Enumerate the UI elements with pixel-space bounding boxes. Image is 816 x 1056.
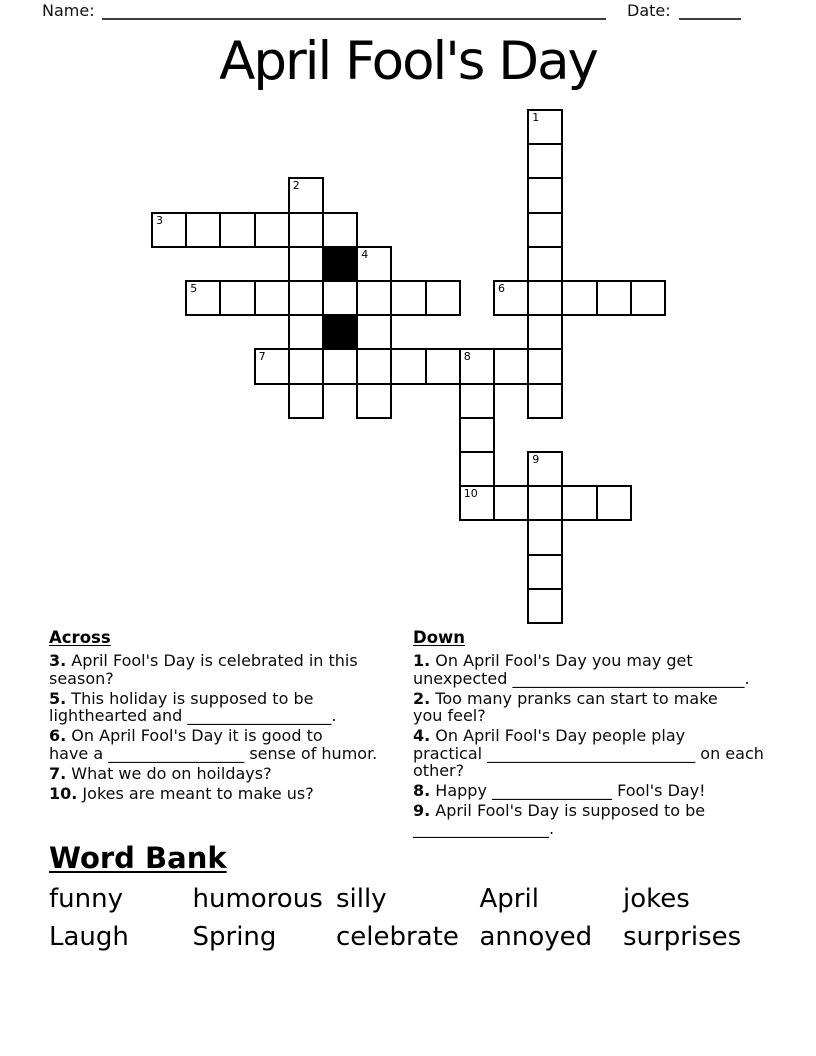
- clue-8: 8. Happy _______________ Fool's Day!: [413, 781, 706, 800]
- grid-cell[interactable]: [356, 348, 392, 384]
- black-cell: [322, 314, 358, 350]
- word-bank-row: [49, 918, 789, 956]
- grid-cell[interactable]: [459, 417, 495, 453]
- cell-number: 4: [361, 247, 369, 261]
- grid-cell[interactable]: [459, 451, 495, 487]
- clue-6: 6. On April Fool's Day it is good to have a _________________ sense of humor.: [49, 726, 378, 763]
- grid-cell[interactable]: [425, 280, 461, 316]
- cell-number: 7: [258, 350, 266, 364]
- grid-cell[interactable]: [527, 348, 563, 384]
- clue-2: 2. Too many pranks can start to make you feel?: [413, 688, 718, 725]
- word-bank-word: silly: [336, 884, 387, 914]
- grid-cell[interactable]: [527, 246, 563, 282]
- grid-cell[interactable]: [288, 314, 324, 350]
- grid-cell[interactable]: [185, 280, 221, 316]
- clue-number: 7.: [49, 763, 67, 783]
- grid-cell[interactable]: [493, 348, 529, 384]
- grid-cell[interactable]: [527, 383, 563, 419]
- crossword-grid: [151, 109, 667, 625]
- grid-cell[interactable]: [493, 280, 529, 316]
- word-bank-heading: Word Bank: [49, 841, 227, 875]
- grid-cell[interactable]: [459, 383, 495, 419]
- clue-number: 4.: [413, 726, 431, 745]
- grid-cell[interactable]: [493, 485, 529, 521]
- grid-cell[interactable]: [322, 348, 358, 384]
- grid-cell[interactable]: [527, 588, 563, 624]
- word-bank-row: [49, 880, 789, 918]
- clue-number: 2.: [413, 688, 431, 708]
- cell-number: 5: [190, 282, 198, 295]
- grid-cell[interactable]: [459, 485, 495, 521]
- grid-cell[interactable]: [596, 280, 632, 316]
- clue-number: 1.: [413, 651, 431, 670]
- clue-number: 5.: [49, 688, 67, 708]
- cell-number: 8: [463, 350, 471, 364]
- grid-cell[interactable]: [527, 451, 563, 487]
- grid-cell[interactable]: [254, 212, 290, 248]
- grid-cell[interactable]: [151, 212, 187, 248]
- grid-cell[interactable]: [527, 109, 563, 145]
- grid-cell[interactable]: [527, 519, 563, 555]
- word-bank-word: humorous: [192, 884, 323, 914]
- cell-number: 9: [532, 453, 540, 466]
- down-clue-list: [413, 652, 785, 837]
- clue-7: 7. What we do on hoildays?: [49, 763, 272, 783]
- word-bank: [49, 880, 789, 956]
- grid-cell[interactable]: [527, 485, 563, 521]
- grid-cell[interactable]: [356, 280, 392, 316]
- grid-cell[interactable]: [527, 280, 563, 316]
- grid-cell[interactable]: [322, 212, 358, 248]
- grid-cell[interactable]: [254, 348, 290, 384]
- name-label: Name:: [42, 1, 95, 20]
- grid-cell[interactable]: [219, 212, 255, 248]
- grid-cell[interactable]: [356, 383, 392, 419]
- grid-cell[interactable]: [596, 485, 632, 521]
- across-clues-section: [49, 627, 421, 805]
- clue-9: 9. April Fool's Day is supposed to be _________________.: [413, 801, 706, 838]
- clue-3: 3. April Fool's Day is celebrated in this season?: [49, 651, 358, 688]
- word-bank-word: funny: [49, 884, 123, 914]
- word-bank-word: April: [479, 884, 539, 914]
- clue-number: 9.: [413, 801, 431, 820]
- date-fill-line[interactable]: [679, 1, 741, 20]
- grid-cell[interactable]: [390, 280, 426, 316]
- clue-number: 10.: [49, 783, 78, 803]
- word-bank-word: celebrate: [336, 922, 459, 952]
- grid-cell[interactable]: [630, 280, 666, 316]
- down-heading: Down: [413, 628, 466, 647]
- clue-4: 4. On April Fool's Day people play practical __________________________ on each other?: [413, 726, 764, 780]
- cell-number: 3: [156, 213, 163, 227]
- word-bank-word: annoyed: [479, 922, 593, 952]
- black-cell: [322, 246, 358, 282]
- cell-number: 1: [532, 111, 540, 124]
- grid-cell[interactable]: [288, 177, 324, 213]
- across-heading: Across: [49, 628, 111, 647]
- grid-cell[interactable]: [288, 280, 324, 316]
- clue-1: 1. On April Fool's Day you may get unexpected _____________________________.: [413, 651, 750, 688]
- down-clues-section: [413, 627, 785, 840]
- clue-10: 10. Jokes are meant to make us?: [49, 783, 314, 803]
- word-bank-word: Laugh: [49, 922, 129, 952]
- clue-5: 5. This holiday is supposed to be lighthearted and __________________.: [49, 688, 337, 725]
- name-fill-line[interactable]: [102, 1, 606, 20]
- grid-cell[interactable]: [390, 348, 426, 384]
- grid-cell[interactable]: [527, 314, 563, 350]
- across-clue-list: [49, 652, 421, 802]
- cell-number: 10: [463, 487, 478, 501]
- grid-cell[interactable]: [561, 280, 597, 316]
- grid-cell[interactable]: [527, 143, 563, 179]
- grid-cell[interactable]: [459, 348, 495, 384]
- grid-cell[interactable]: [527, 554, 563, 590]
- grid-cell[interactable]: [527, 212, 563, 248]
- date-label: Date:: [627, 1, 671, 20]
- grid-cell[interactable]: [561, 485, 597, 521]
- grid-cell[interactable]: [185, 212, 221, 248]
- page-title: April Fool's Day: [219, 31, 597, 92]
- grid-cell[interactable]: [322, 280, 358, 316]
- word-bank-word: jokes: [623, 884, 690, 914]
- grid-cell[interactable]: [288, 348, 324, 384]
- cell-number: 2: [292, 179, 300, 193]
- grid-cell[interactable]: [288, 246, 324, 282]
- grid-cell[interactable]: [425, 348, 461, 384]
- grid-cell[interactable]: [288, 212, 324, 248]
- grid-cell[interactable]: [254, 280, 290, 316]
- word-bank-word: Spring: [192, 922, 277, 952]
- grid-cell[interactable]: [219, 280, 255, 316]
- grid-cell[interactable]: [527, 177, 563, 213]
- grid-cell[interactable]: [288, 383, 324, 419]
- cell-number: 6: [498, 282, 505, 295]
- clue-number: 3.: [49, 651, 67, 670]
- word-bank-word: surprises: [623, 922, 742, 952]
- clue-number: 6.: [49, 726, 67, 745]
- clue-number: 8.: [413, 781, 431, 800]
- grid-cell[interactable]: [356, 246, 392, 282]
- grid-cell[interactable]: [356, 314, 392, 350]
